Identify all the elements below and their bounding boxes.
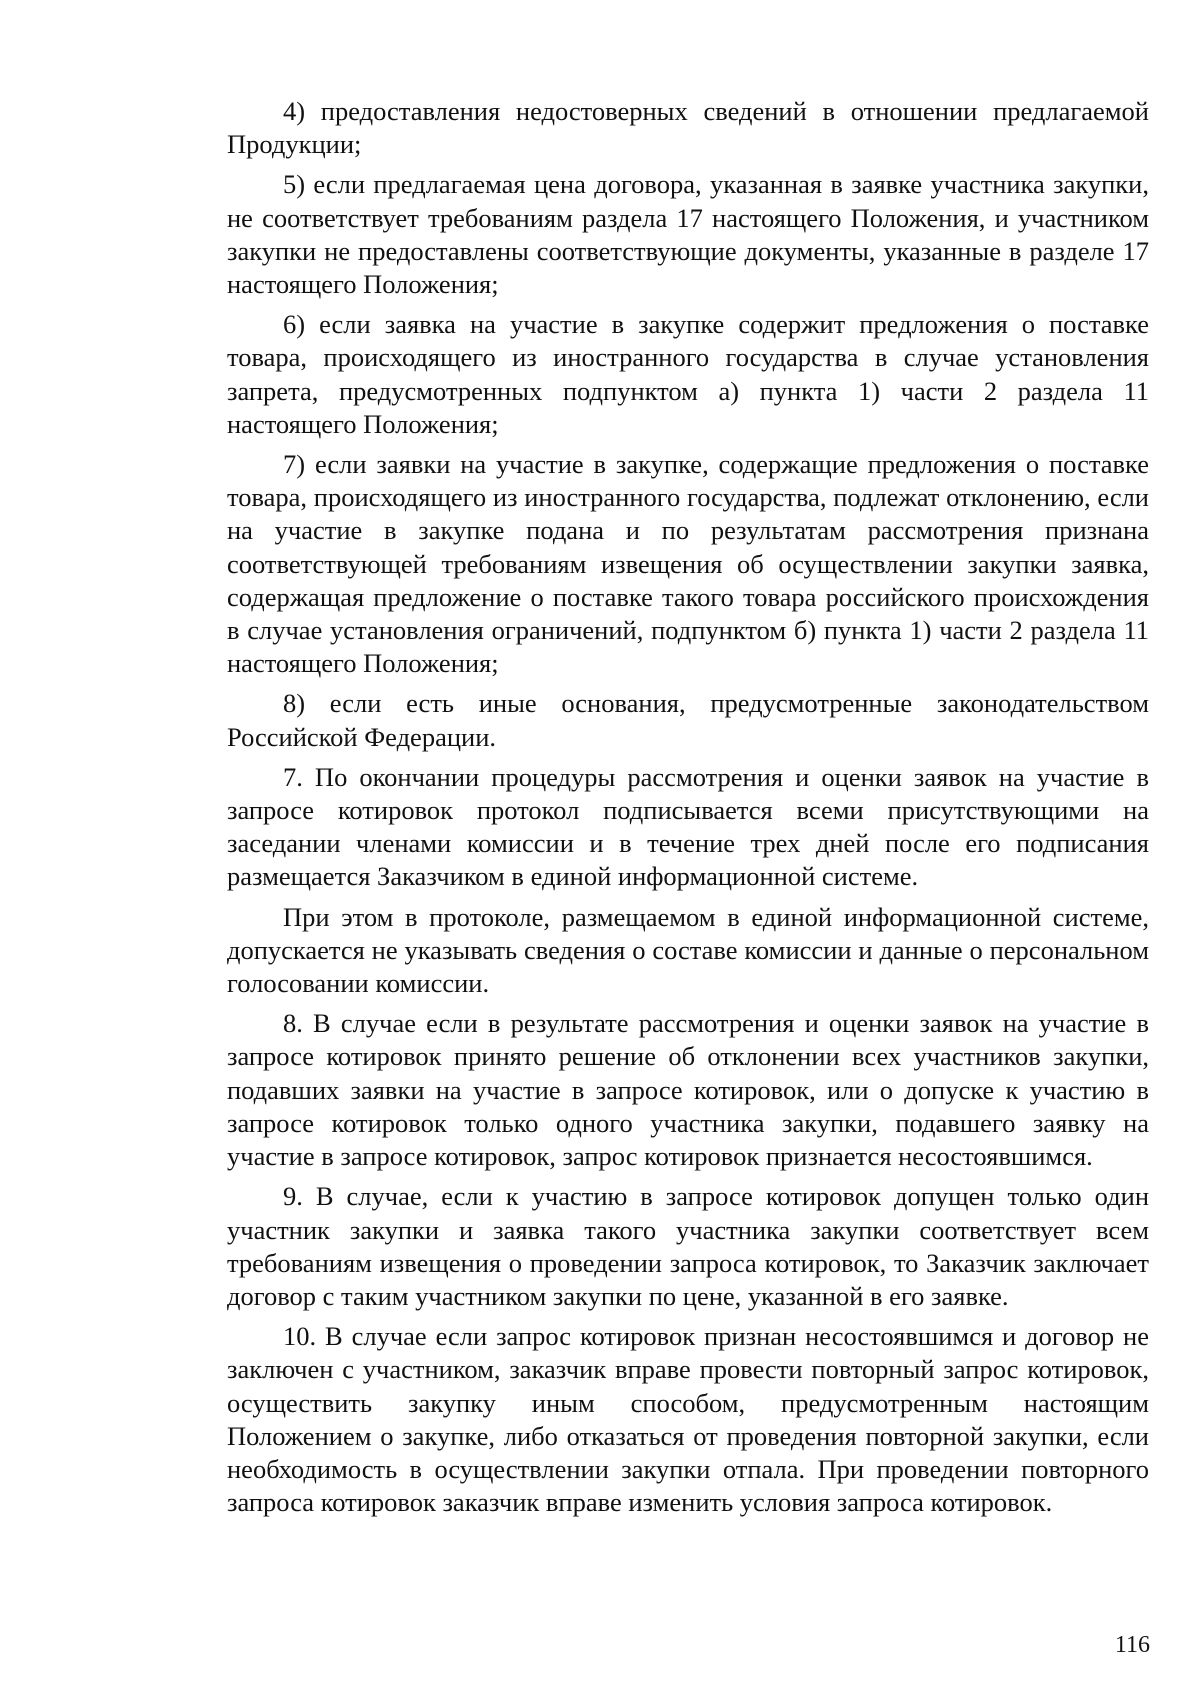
paragraph-item-5: 5) если предлагаемая цена договора, указанная в заявке участника закупки, не соответствует требованиям раздела 17 настоящего Положения, и участником закупки не предоставлены соответствующие документы, указанные в разделе 17 настоящего Положения; xyxy=(227,169,1149,300)
paragraph-item-8: 8) если есть иные основания, предусмотренные законодательством Российской Федерации. xyxy=(227,688,1149,752)
page-number: 116 xyxy=(1114,1632,1150,1658)
paragraph-item-4: 4) предоставления недостоверных сведений в отношении предлагаемой Продукции; xyxy=(227,96,1149,160)
paragraph-clause-10: 10. В случае если запрос котировок признан несостоявшимся и договор не заключен с участником, заказчик вправе провести повторный запрос котировок, осуществить закупку иным способом, предусмотренным настоящим Положением о закупке, либо отказаться от проведения повторной закупки, если необходимость в осуществлении закупки отпала. При проведении повторного запроса котировок заказчик вправе изменить условия запроса котировок. xyxy=(227,1321,1149,1518)
paragraph-item-7: 7) если заявки на участие в закупке, содержащие предложения о поставке товара, происходящего из иностранного государства, подлежат отклонению, если на участие в закупке подана и по результатам рассмотрения признана соответствующей требованиям извещения об осуществлении закупки заявка, содержащая предложение о поставке такого товара российского происхождения в случае установления ограничений, подпунктом б) пункта 1) части 2 раздела 11 настоящего Положения; xyxy=(227,449,1149,679)
paragraph-clause-8: 8. В случае если в результате рассмотрения и оценки заявок на участие в запросе котировок принято решение об отклонении всех участников закупки, подавших заявки на участие в запросе котировок, или о допуске к участию в запросе котировок только одного участника закупки, подавшего заявку на участие в запросе котировок, запрос котировок признается несостоявшимся. xyxy=(227,1008,1149,1172)
document-body xyxy=(227,95,1149,1526)
paragraph-clause-7: 7. По окончании процедуры рассмотрения и оценки заявок на участие в запросе котировок протокол подписывается всеми присутствующими на заседании членами комиссии и в течение трех дней после его подписания размещается Заказчиком в единой информационной системе. xyxy=(227,761,1149,892)
paragraph-clause-7-note: При этом в протоколе, размещаемом в единой информационной системе, допускается не указывать сведения о составе комиссии и данные о персональном голосовании комиссии. xyxy=(227,901,1149,999)
paragraph-clause-9: 9. В случае, если к участию в запросе котировок допущен только один участник закупки и заявка такого участника закупки соответствует всем требованиям извещения о проведении запроса котировок, то Заказчик заключает договор с таким участником закупки по цене, указанной в его заявке. xyxy=(227,1181,1149,1311)
paragraph-item-6: 6) если заявка на участие в закупке содержит предложения о поставке товара, происходящего из иностранного государства в случае установления запрета, предусмотренных подпунктом а) пункта 1) части 2 раздела 11 настоящего Положения; xyxy=(227,309,1149,439)
